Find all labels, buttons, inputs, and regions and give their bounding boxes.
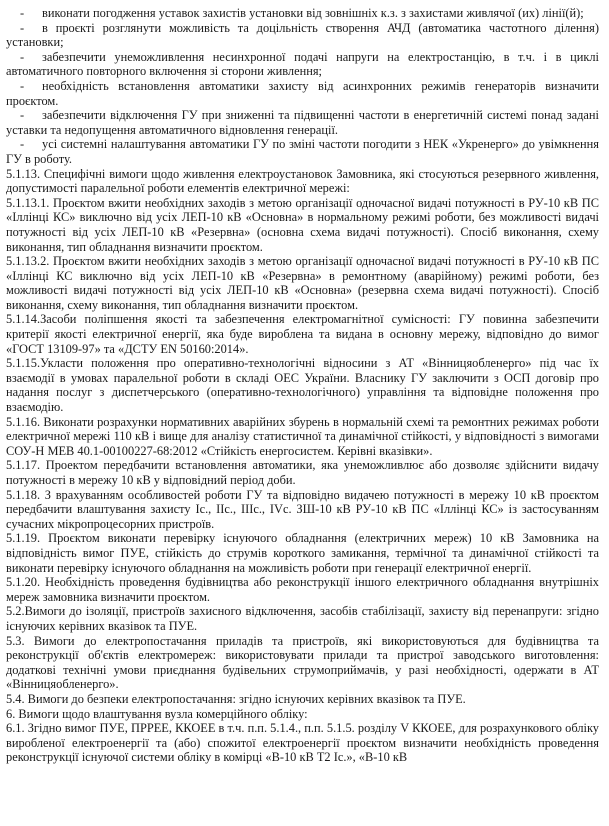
paragraph-5-1-14: 5.1.14.Засоби поліпшення якості та забезпечення електромагнітної сумісності: ГУ повинна забезпечити критерії якості електричної енергії, яка буде вироблена та видана в основну мережу, відповідно до вимог «ГОСТ 13109-97» та «ДСТУ EN 50160:2014». (6, 312, 599, 356)
paragraph-5-1-13-1: 5.1.13.1. Проєктом вжити необхідних заходів з метою організації одночасної видачі потужності в РУ-10 кВ ПС «Іллінці КС» виключно від усіх ЛЕП-10 кВ «Основна» в нормальному режимі роботи, без можливості видачі потужності від усіх ЛЕП-10 кВ «Резервна» (основна схема видачі потужності). Спосіб виконання, схему виконання, тип обладнання визначити проєктом. (6, 195, 599, 254)
paragraph-5-1-19: 5.1.19. Проєктом виконати перевірку існуючого обладнання (електричних мереж) 10 кВ Замовника на відповідність вимог ПУЕ, стійкість до струмів короткого замикання, термічної та динамічної стійкості та виконати перевірку існуючого обладнання на можливість роботи при генерації електричної енергії. (6, 531, 599, 575)
list-item (6, 79, 599, 108)
bullet-marker: - (20, 108, 25, 123)
paragraph-text: усі системні налаштування автоматики ГУ по зміні частоти погодити з НЕК «Укренерго» до увімкнення ГУ в роботу. (6, 137, 599, 166)
paragraph-text: необхідність встановлення автоматики захисту від асинхронних режимів генераторів визначити проєктом. (6, 78, 599, 108)
bullet-marker: - (20, 6, 25, 20)
paragraph-6-1: 6.1. Згідно вимог ПУЕ, ПРРЕЕ, ККОЕЕ в т.ч. п.п. 5.1.4., п.п. 5.1.5. розділу V ККОЕЕ, для розрахункового обліку виробленої електроенергії та (або) спожитої електроенергії проєктом визначити необхідність проведення реконструкції існуючої системи обліку в комірці «В-10 кВ Т2 Іс.», «В-10 кВ (6, 721, 599, 765)
paragraph-5-1-15: 5.1.15.Укласти положення про оперативно-технологічні відносини з АТ «Вінницяобленерго» під час їх взаємодії в умовах паралельної роботи в складі ОЕС України. Власнику ГУ заключити з ОСП договір про надання послуг з диспетчерського (оперативно-технологічного) управління та відповідне положення про взаємодію. (6, 356, 599, 415)
bullet-marker: - (20, 78, 25, 93)
paragraph-5-1-13-2: 5.1.13.2. Проєктом вжити необхідних заходів з метою організації одночасної видачі потужності в РУ-10 кВ ПС «Іллінці КС виключно від усіх ЛЕП-10 кВ «Резервна» в ремонтному (аварійному) режимі роботи, без можливості видачі потужності від усіх ЛЕП-10 кВ «Основна» (резервна схема видачі потужності). Спосіб виконання, схему виконання, тип обладнання визначити проєктом. (6, 254, 599, 312)
paragraph-5-3: 5.3. Вимоги до електропостачання приладів та пристроїв, які використовуються для будівництва та реконструкції об'єктів електромереж: використовувати прилади та пристрої заводського виготовлення: додаткові технічні умови приєднання будівельних струмоприймачів, у разі необхідності, одержати в АТ «Вінницяобленерго». (6, 633, 599, 692)
bullet-marker: - (20, 20, 25, 35)
list-item (6, 6, 599, 21)
paragraph-text: виконати погодження уставок захистів установки від зовнішніх к.з. з захистами живлячої (их) лінії(й); (42, 6, 584, 20)
paragraph-text: забезпечити відключення ГУ при зниженні та підвищенні частоти в енергетичній системі понад задані уставки та недопущення автоматичного відновлення генерації. (6, 108, 599, 137)
paragraph-5-2: 5.2.Вимоги до ізоляції, пристроїв захисного відключення, засобів стабілізації, захисту від перенапруги: згідно існуючих керівних вказівок та ПУЕ. (6, 604, 599, 633)
list-item (6, 108, 599, 137)
list-item (6, 50, 599, 79)
paragraph-text: в проєкті розглянути можливість та доцільність створення АЧД (автоматика частотного ділення) установки; (6, 20, 599, 50)
section-heading-6: 6. Вимоги щодо влаштування вузла комерційного обліку: (6, 706, 308, 721)
paragraph-5-1-17: 5.1.17. Проектом передбачити встановлення автоматики, яка унеможливлює або дозволяє здійснити видачу потужності в мережу 10 кВ у відповідний період доби. (6, 458, 599, 487)
list-item (6, 137, 599, 166)
paragraph-5-1-16: 5.1.16. Виконати розрахунки нормативних аварійних збурень в нормальній схемі та ремонтних режимах роботи електричної мережі 110 кВ і вище для аналізу статистичної та динамічної стійкості, у відповідності з вимогами СОУ-Н МЕВ 40.1-00100227-68:2012 «Стійкість енергосистем. Керівні вказівки». (6, 414, 599, 458)
list-item (6, 21, 599, 50)
paragraph-5-1-13: 5.1.13. Специфічні вимоги щодо живлення електроустановок Замовника, які стосуються резервного живлення, допустимості паралельної роботи елементів електричної мережі: (6, 166, 599, 196)
paragraph-5-4: 5.4. Вимоги до безпеки електропостачання: згідно існуючих керівних вказівок та ПУЕ. (6, 691, 466, 706)
paragraph-text: забезпечити унеможливлення несинхронної подачі напруги на електростанцію, в т.ч. і в циклі автоматичного повторного включення зі сторони живлення; (6, 49, 599, 79)
paragraph-5-1-18: 5.1.18. З врахуванням особливостей роботи ГУ та відповідно видачею потужності в мережу 10 кВ проєктом передбачити влаштування захисту Іс., ІІс., ІІІс., ІVс. ЗШ-10 кВ РУ-10 кВ ПС «Іллінці КС» із застосуванням сучасних мікропроцесорних пристроїв. (6, 487, 599, 531)
bullet-marker: - (20, 49, 25, 64)
bullet-marker: - (20, 137, 25, 152)
paragraph-5-1-20: 5.1.20. Необхідність проведення будівництва або реконструкції іншого електричного обладнання внутрішніх мереж замовника визначити проєктом. (6, 575, 599, 604)
